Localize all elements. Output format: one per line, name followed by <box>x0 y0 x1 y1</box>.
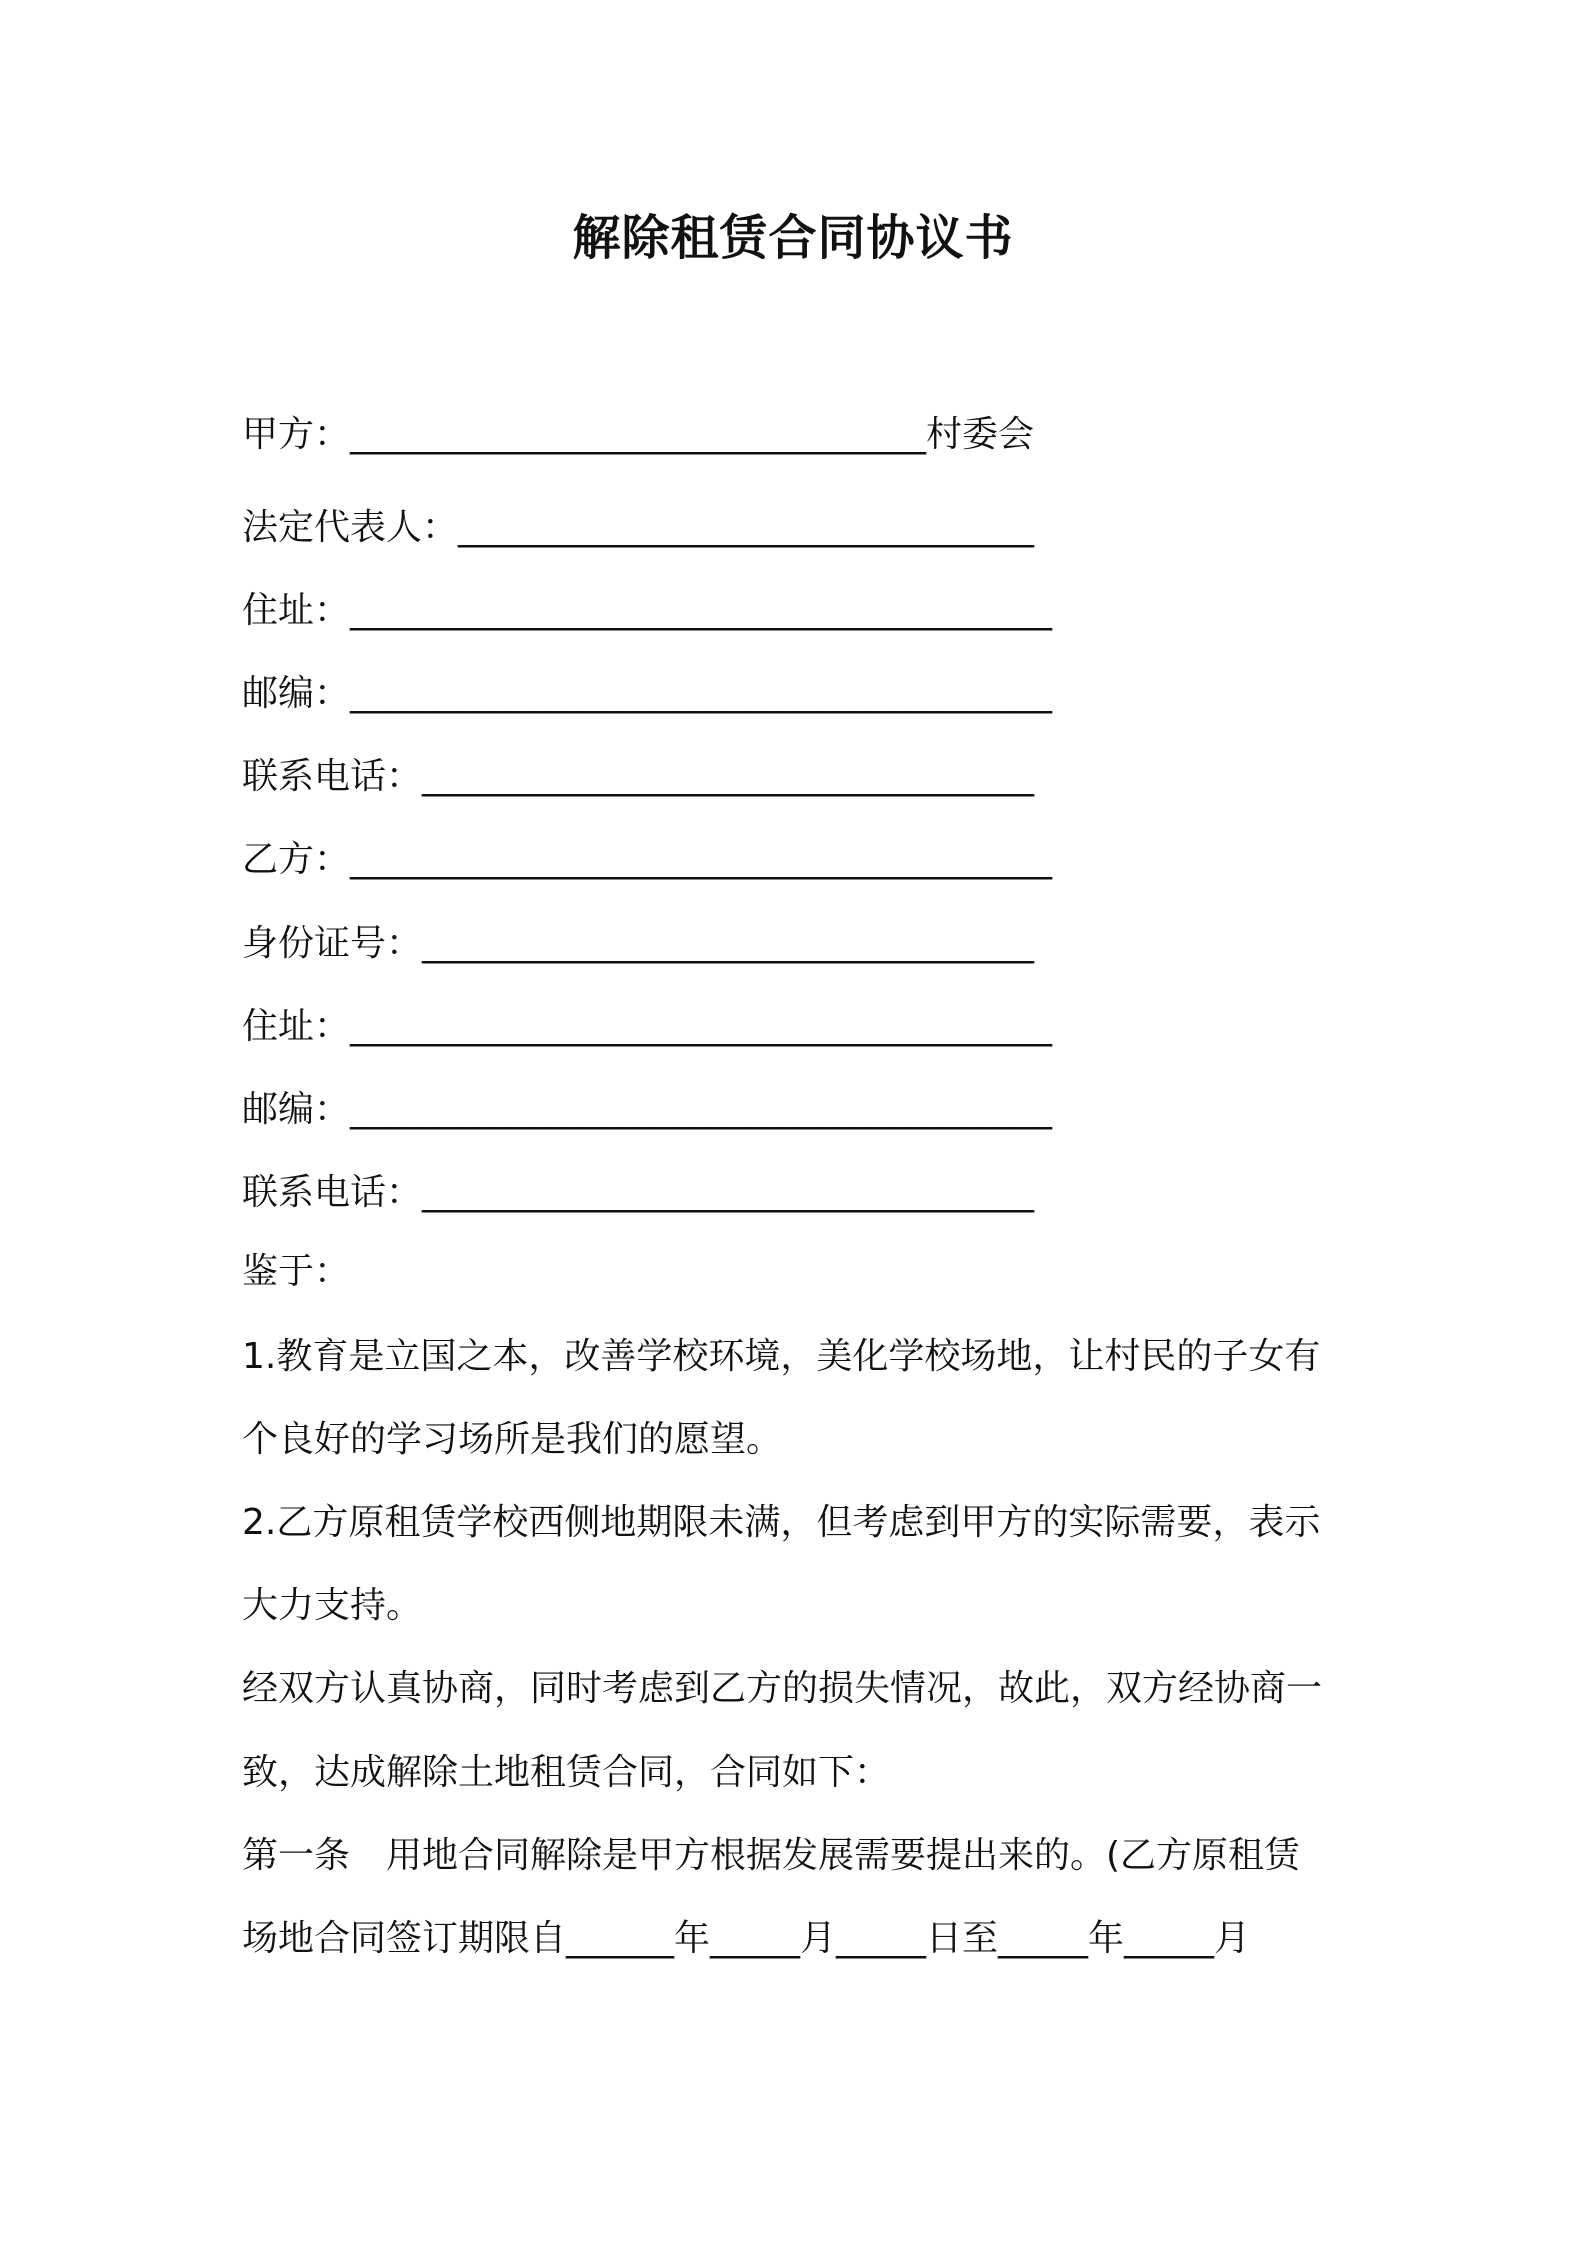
article-1-line-2: 场地合同签订期限自______年_____月_____日至_____年_____月 <box>242 1918 1251 1959</box>
recital-1-line-1: 1.教育是立国之本，改善学校环境，美化学校场地，让村民的子女有 <box>242 1336 1321 1377</box>
party-b-postcode-line: 邮编：_______________________________________ <box>242 1089 1053 1130</box>
party-a-postcode-line: 邮编：_______________________________________ <box>242 673 1053 714</box>
party-a-address-line: 住址：_______________________________________ <box>242 590 1053 631</box>
party-a-legal-rep-line: 法定代表人：________________________________ <box>242 507 1035 548</box>
agreement-intro-line-1: 经双方认真协商，同时考虑到乙方的损失情况，故此，双方经协商一 <box>242 1668 1323 1709</box>
whereas-heading: 鉴于： <box>242 1251 351 1292</box>
party-b-phone-line: 联系电话：__________________________________ <box>242 1172 1035 1213</box>
article-1-line-1: 第一条 用地合同解除是甲方根据发展需要提出来的。(乙方原租赁 <box>242 1835 1301 1876</box>
party-a-phone-line: 联系电话：__________________________________ <box>242 756 1035 797</box>
recital-1-line-2: 个良好的学习场所是我们的愿望。 <box>242 1419 783 1460</box>
recital-2-line-1: 2.乙方原租赁学校西侧地期限未满，但考虑到甲方的实际需要，表示 <box>242 1502 1321 1543</box>
party-b-address-line: 住址：_______________________________________ <box>242 1006 1053 1047</box>
party-b-name-line: 乙方：_______________________________________ <box>242 839 1053 880</box>
party-a-name-line: 甲方：________________________________村委会 <box>242 414 1035 455</box>
agreement-intro-line-2: 致，达成解除土地租赁合同，合同如下： <box>242 1752 891 1793</box>
recital-2-line-2: 大力支持。 <box>242 1585 423 1626</box>
document-title: 解除租赁合同协议书 <box>572 210 1014 266</box>
party-b-id-number-line: 身份证号：__________________________________ <box>242 923 1035 964</box>
